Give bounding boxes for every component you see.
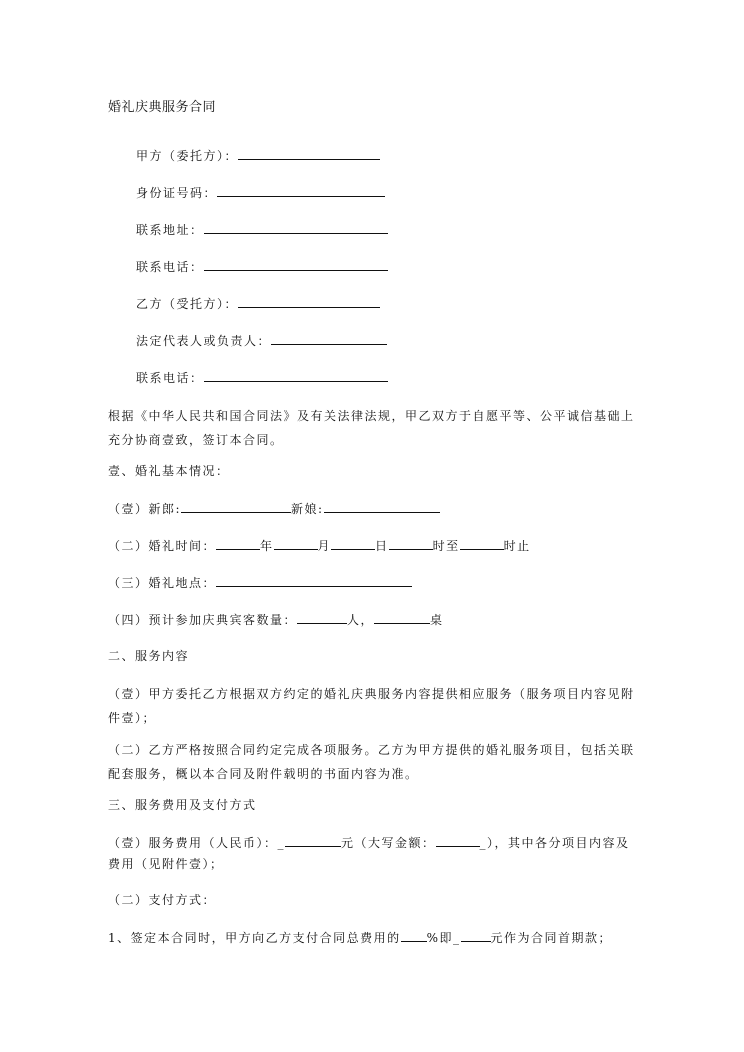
- phone-b-blank[interactable]: [204, 369, 388, 382]
- pay1-amount-blank[interactable]: [461, 929, 491, 942]
- groom-blank[interactable]: [181, 500, 291, 513]
- venue-row: [108, 574, 412, 591]
- groom-label: （壹）新郎:: [108, 502, 182, 516]
- venue-label: （三）婚礼地点：: [108, 576, 217, 590]
- fee-label: （壹）服务费用（人民币）：: [108, 836, 278, 850]
- phone-b-label: 联系电话：: [136, 371, 204, 385]
- wedding-time-row: [108, 537, 531, 554]
- month-label: 月: [317, 539, 332, 553]
- people-label: 人，: [347, 613, 375, 627]
- document-title: 婚礼庆典服务合同: [108, 100, 217, 115]
- guest-count-label: （四）预计参加庆典宾客数量：: [108, 613, 298, 627]
- venue-blank[interactable]: [216, 574, 412, 587]
- day-blank[interactable]: [331, 537, 375, 550]
- fee-row-cont: 费用（见附件壹）；: [108, 857, 224, 871]
- phone-a-field: [136, 258, 388, 275]
- fee-capital-blank[interactable]: [436, 834, 480, 847]
- bride-label: 新娘:: [291, 502, 324, 516]
- address-field: [136, 221, 388, 238]
- id-number-label: 身份证号码：: [136, 186, 218, 200]
- payment-item-1: [108, 929, 612, 946]
- year-label: 年: [260, 539, 274, 553]
- year-blank[interactable]: [216, 537, 260, 550]
- party-b-blank[interactable]: [238, 295, 380, 308]
- legal-rep-blank[interactable]: [271, 332, 387, 345]
- legal-rep-label: 法定代表人或负责人：: [136, 334, 272, 348]
- start-hour-blank[interactable]: [389, 537, 433, 550]
- fee-yuan-label: 元（大写金额：: [341, 836, 436, 850]
- phone-b-field: [136, 369, 388, 386]
- section2-heading: 二、服务内容: [108, 649, 190, 663]
- time-label: （二）婚礼时间：: [108, 539, 217, 553]
- pay1-label: 1、签定本合同时，甲方向乙方支付合同总费用的: [108, 931, 401, 945]
- to-label: 时止: [503, 539, 531, 553]
- bride-blank[interactable]: [324, 500, 440, 513]
- from-label: 时至: [432, 539, 460, 553]
- fee-amount-blank[interactable]: [285, 834, 341, 847]
- end-hour-blank[interactable]: [460, 537, 504, 550]
- section1-heading: 壹、婚礼基本情况：: [108, 464, 230, 478]
- legal-rep-field: [136, 332, 387, 349]
- party-a-blank[interactable]: [238, 147, 380, 160]
- guest-count-row: [108, 611, 444, 628]
- fee-rest-label: ），其中各分项目内容及: [487, 836, 630, 850]
- party-a-label: 甲方（委托方）：: [136, 149, 239, 163]
- id-number-blank[interactable]: [217, 184, 385, 197]
- section2-para2: （二）乙方严格按照合同约定完成各项服务。乙方为甲方提供的婚礼服务项目，包括关联配套服务，概以本合同及附件载明的书面内容为准。: [108, 743, 635, 781]
- pay1-percent-blank[interactable]: [401, 929, 427, 942]
- day-label: 日: [375, 539, 389, 553]
- party-b-label: 乙方（受托方）：: [136, 297, 239, 311]
- address-label: 联系地址：: [136, 223, 204, 237]
- month-blank[interactable]: [274, 537, 318, 550]
- payment-heading: （二）支付方式：: [108, 893, 217, 907]
- groom-bride-row: [108, 500, 440, 517]
- fee-row: [108, 834, 630, 851]
- section2-para1: （壹）甲方委托乙方根据双方约定的婚礼庆典服务内容提供相应服务（服务项目内容见附件壹）；: [108, 687, 635, 725]
- party-b-field: [136, 295, 380, 312]
- intro-paragraph: 根据《中华人民共和国合同法》及有关法律法规，甲乙双方于自愿平等、公平诚信基础上充分协商壹致，签订本合同。: [108, 409, 635, 447]
- pay1-rest-label: 元作为合同首期款；: [490, 931, 613, 945]
- people-blank[interactable]: [297, 611, 347, 624]
- phone-a-label: 联系电话：: [136, 260, 204, 274]
- party-a-field: [136, 147, 380, 164]
- id-number-field: [136, 184, 385, 201]
- phone-a-blank[interactable]: [204, 258, 388, 271]
- address-blank[interactable]: [204, 221, 388, 234]
- fee-underscore-2: _: [479, 836, 488, 850]
- tables-label: 桌: [430, 613, 444, 627]
- tables-blank[interactable]: [374, 611, 430, 624]
- section3-heading: 三、服务费用及支付方式: [108, 798, 257, 812]
- pay1-percent-label: %即: [426, 931, 454, 945]
- pay1-underscore: _: [453, 931, 461, 945]
- fee-underscore-1: _: [277, 836, 286, 850]
